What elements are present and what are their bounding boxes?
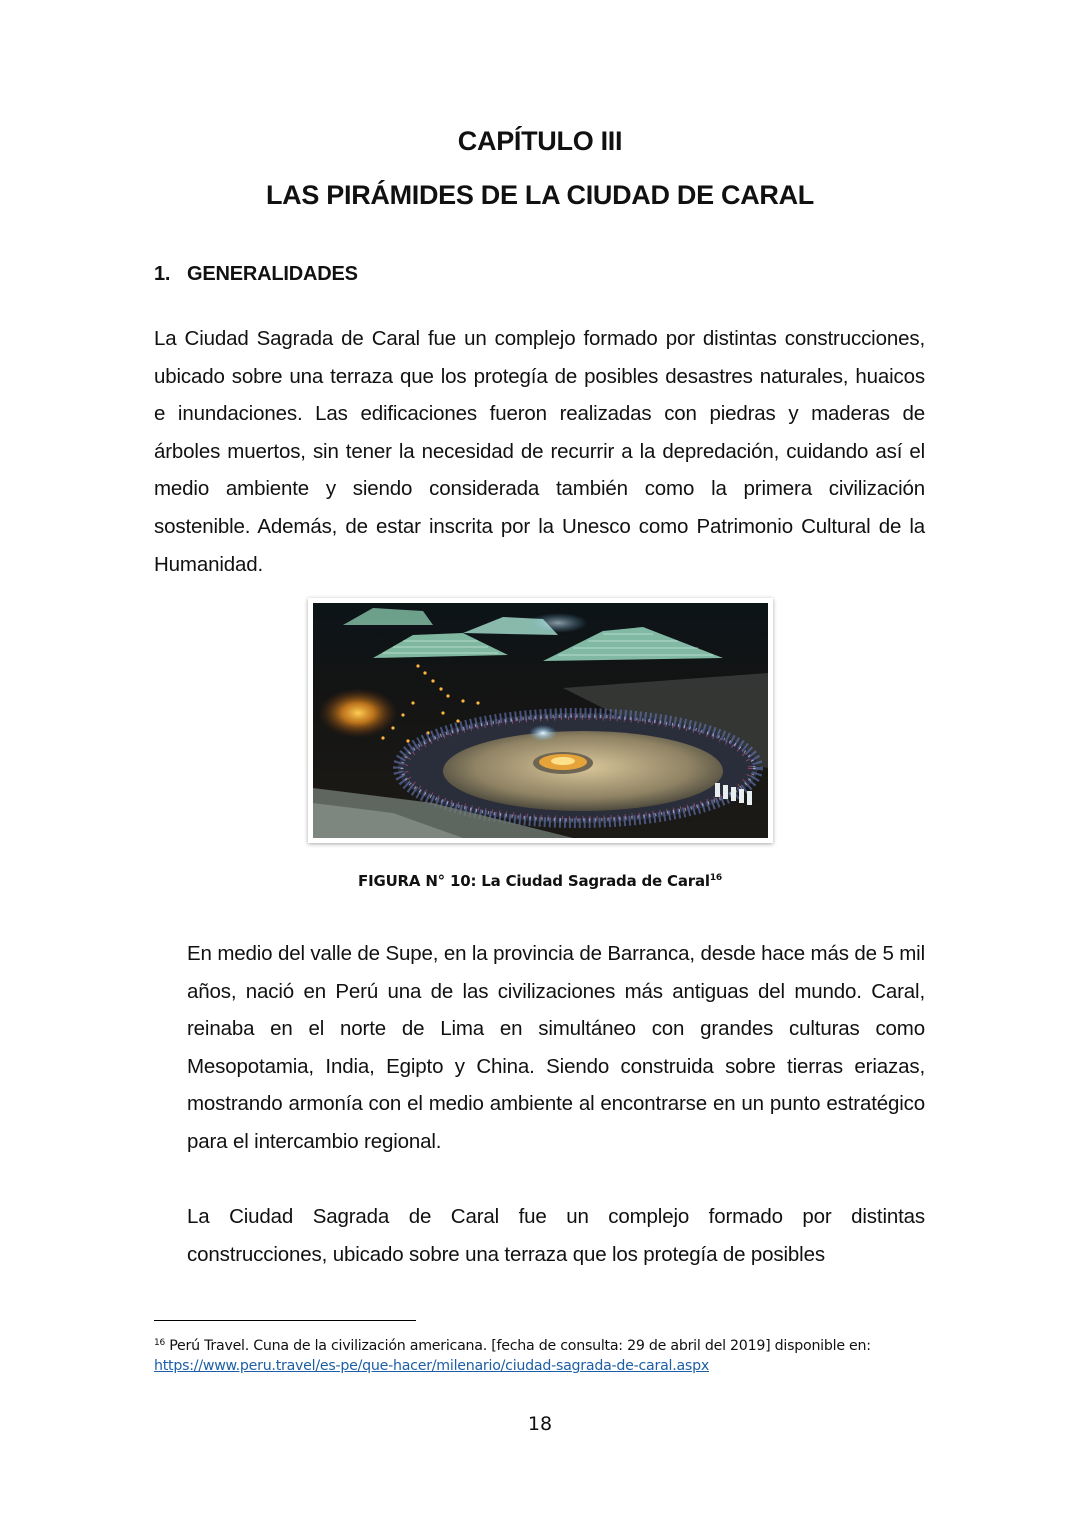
body-paragraph: La Ciudad Sagrada de Caral fue un complejo formado por distintas construcciones, ubicado sobre una terraza que los protegía de posibles desastres naturales, huaicos e inundaciones. Las edificaciones fueron realizadas con piedras y maderas de árboles muertos, sin tener la necesidad de recurrir a la depredación, cuidando así el medio ambiente y siendo considerada también como la primera civilización sostenible. Además, de estar inscrita por la Unesco como Patrimonio Cultural de la Humanidad.: [154, 327, 925, 576]
page-number: 18: [527, 1413, 553, 1435]
figure-caption: [0, 872, 1080, 890]
caral-night-photo: [313, 603, 768, 838]
footnote: [154, 1333, 934, 1376]
footnote-number: 16: [154, 1338, 165, 1348]
footnote-text: Perú Travel. Cuna de la civilización americana. [fecha de consulta: 29 de abril del 2019] disponible en:: [169, 1338, 871, 1354]
section-title: GENERALIDADES: [187, 263, 358, 285]
chapter-number: CAPÍTULO III: [457, 126, 623, 156]
footnote-link[interactable]: https://www.peru.travel/es-pe/que-hacer/milenario/ciudad-sagrada-de-caral.aspx: [154, 1358, 709, 1374]
chapter-title: LAS PIRÁMIDES DE LA CIUDAD DE CARAL: [265, 180, 814, 210]
figure-image: [308, 598, 773, 843]
body-paragraph: En medio del valle de Supe, en la provincia de Barranca, desde hace más de 5 mil años, nació en Perú una de las civilizaciones más antiguas del mundo. Caral, reinaba en el norte de Lima en simultáneo con grandes culturas como Mesopotamia, India, Egipto y China. Siendo construida sobre tierras eriazas, mostrando armonía con el medio ambiente al encontrarse en un punto estratégico para el intercambio regional.: [187, 942, 925, 1153]
footnote-reference[interactable]: 16: [709, 873, 722, 883]
section-heading: [154, 263, 358, 286]
body-paragraph: La Ciudad Sagrada de Caral fue un complejo formado por distintas construcciones, ubicado sobre una terraza que los protegía de posibles: [187, 1205, 925, 1266]
footnote-separator: [154, 1320, 416, 1321]
figure-caption-text: FIGURA N° 10: La Ciudad Sagrada de Caral: [358, 872, 710, 890]
section-number: 1.: [154, 263, 171, 285]
